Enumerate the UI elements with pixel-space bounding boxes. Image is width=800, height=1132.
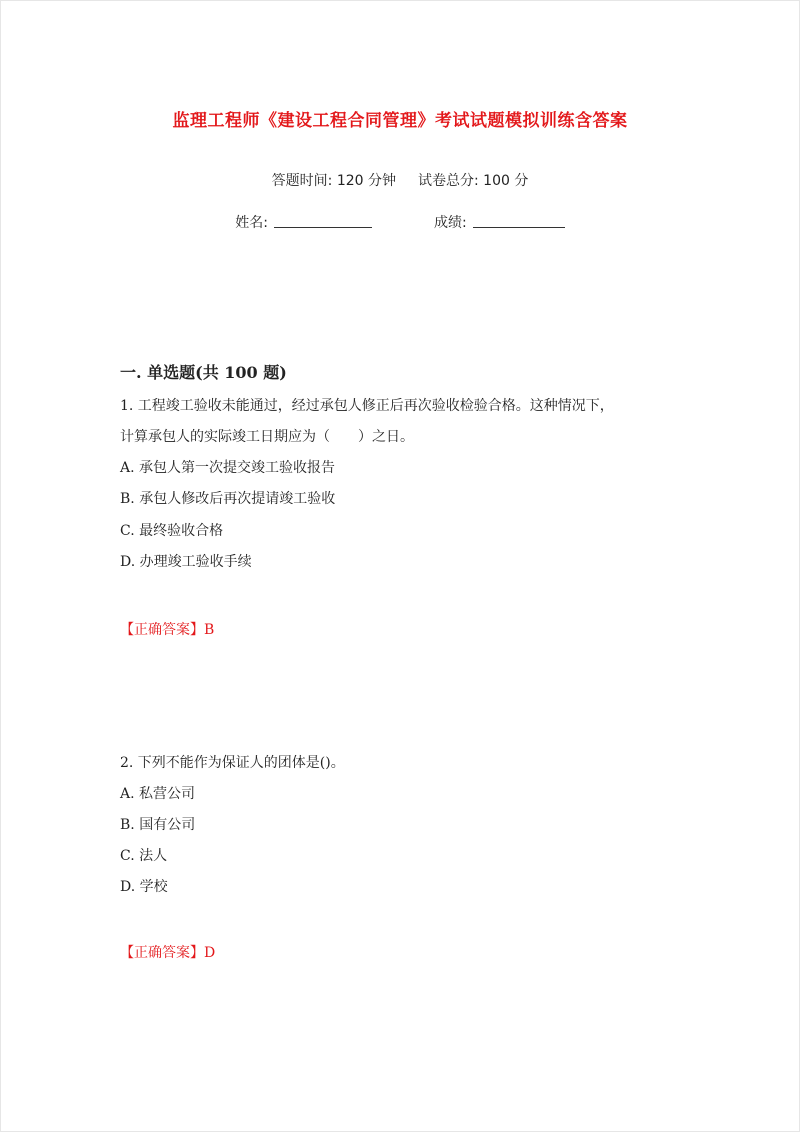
- question-2-option-c: C. 法人: [120, 848, 168, 864]
- question-1-option-c: C. 最终验收合格: [120, 523, 224, 539]
- candidate-info-line: [0, 212, 800, 232]
- question-1-stem-line1: 1. 工程竣工验收未能通过，经过承包人修正后再次验收检验合格。这种情况下，: [120, 398, 614, 414]
- answer-letter: D: [204, 945, 216, 961]
- question-1-option-d: D. 办理竣工验收手续: [120, 554, 252, 570]
- score-blank: [473, 215, 565, 228]
- exam-time: 答题时间: 120 分钟: [271, 173, 396, 189]
- name-label: 姓名:: [235, 215, 268, 231]
- total-score: 试卷总分: 100 分: [418, 173, 529, 189]
- exam-info-line: [0, 170, 800, 190]
- answer-letter: B: [204, 622, 215, 638]
- question-2-option-b: B. 国有公司: [120, 817, 196, 833]
- answer-label: 【正确答案】: [120, 945, 204, 961]
- question-2-option-d: D. 学校: [120, 879, 168, 895]
- score-label: 成绩:: [434, 215, 467, 231]
- answer-label: 【正确答案】: [120, 622, 204, 638]
- question-1-stem-line2: 计算承包人的实际竣工日期应为（ ）之日。: [120, 429, 414, 445]
- question-2-answer: [120, 942, 215, 962]
- question-1-answer: [120, 619, 214, 639]
- document-title: 监理工程师《建设工程合同管理》考试试题模拟训练含答案: [172, 111, 628, 131]
- question-2-stem: 2. 下列不能作为保证人的团体是()。: [120, 755, 345, 771]
- question-2-option-a: A. 私营公司: [120, 786, 196, 802]
- section-title: 一. 单选题(共 100 题): [120, 363, 287, 382]
- question-1-option-a: A. 承包人第一次提交竣工验收报告: [120, 460, 336, 476]
- question-1-option-b: B. 承包人修改后再次提请竣工验收: [120, 491, 336, 507]
- name-blank: [274, 215, 372, 228]
